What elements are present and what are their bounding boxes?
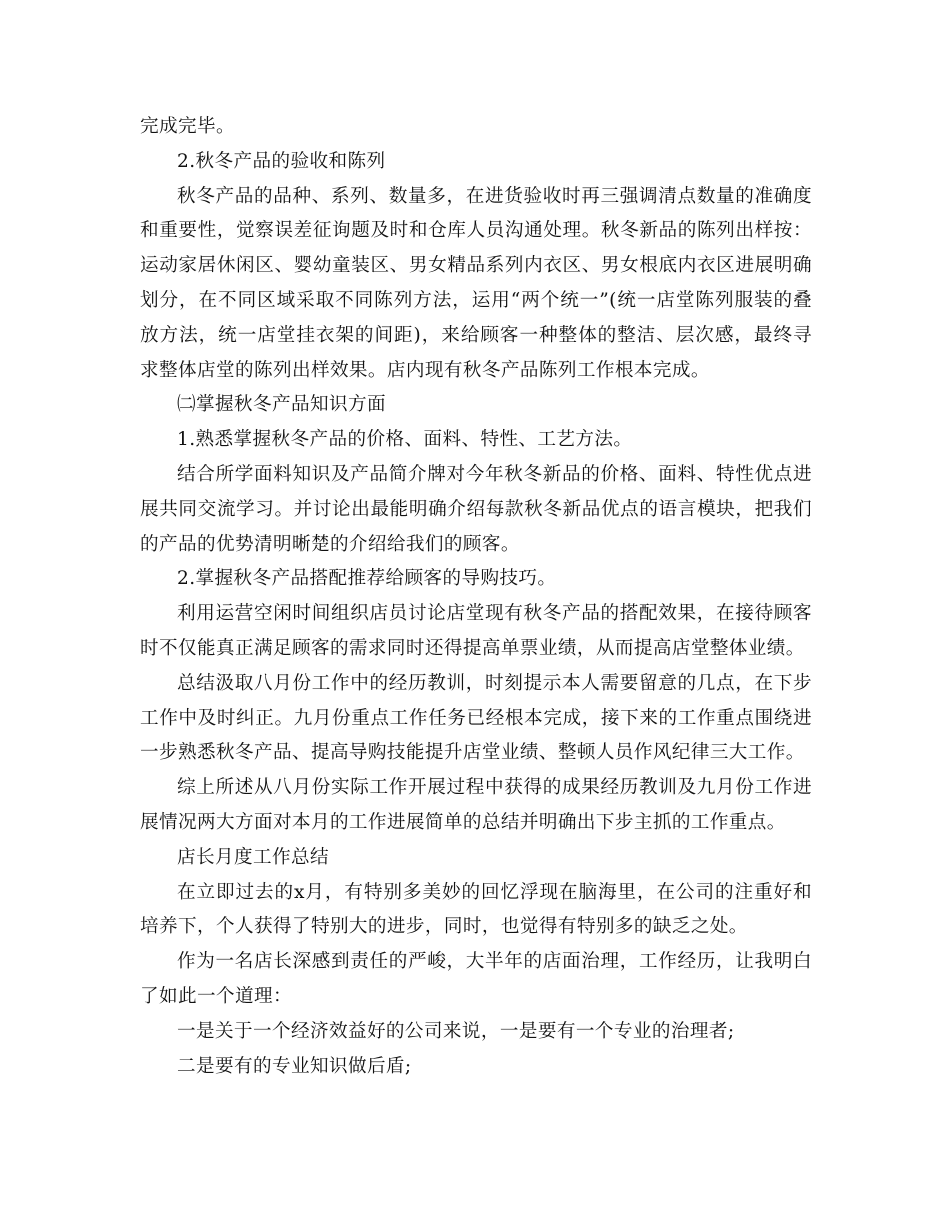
paragraph: 二是要有的专业知识做后盾; [177, 1055, 412, 1077]
paragraph: 完成完毕。 [140, 116, 235, 137]
document-body [140, 110, 812, 1084]
paragraph: 结合所学面料知识及产品简介牌对今年秋冬新品的价格、面料、特性优点进展共同交流学习。并讨论出最能明确介绍每款秋冬新品优点的语言模块，把我们的产品的优势清明晰楚的介绍给我们的顾客。 [140, 463, 812, 555]
section-heading: 2.秋冬产品的验收和陈列 [177, 150, 386, 172]
paragraph: 一是关于一个经济效益好的公司来说，一是要有一个专业的治理者; [177, 1020, 735, 1042]
paragraph: 利用运营空闲时间组织店员讨论店堂现有秋冬产品的搭配效果，在接待顾客时不仅能真正满足顾客的需求同时还得提高单票业绩，从而提高店堂整体业绩。 [140, 603, 812, 659]
paragraph: 总结汲取八月份工作中的经历教训，时刻提示本人需要留意的几点，在下步工作中及时纠正。九月份重点工作任务已经根本完成，接下来的工作重点围绕进一步熟悉秋冬产品、提高导购技能提升店堂业绩、整顿人员作风纪律三大工作。 [140, 672, 812, 764]
section-heading: ㈡掌握秋冬产品知识方面 [177, 394, 386, 416]
paragraph: 综上所述从八月份实际工作开展过程中获得的成果经历教训及九月份工作进展情况两大方面对本月的工作进展简单的总结并明确出下步主抓的工作重点。 [140, 777, 812, 833]
paragraph: 在立即过去的x月，有特别多美妙的回忆浮现在脑海里，在公司的注重好和培养下，个人获得了特别大的进步，同时，也觉得有特别多的缺乏之处。 [140, 881, 812, 938]
section-heading: 1.熟悉掌握秋冬产品的价格、面料、特性、工艺方法。 [177, 429, 633, 451]
paragraph: 作为一名店长深感到责任的严峻，大半年的店面治理，工作经历，让我明白了如此一个道理： [140, 951, 812, 1007]
document-title: 店长月度工作总结 [177, 846, 329, 868]
paragraph: 秋冬产品的品种、系列、数量多，在进货验收时再三强调清点数量的准确度和重要性，觉察误差征询题及时和仓库人员沟通处理。秋冬新品的陈列出样按：运动家居休闲区、婴幼童装区、男女精品系列内衣区、男女根底内衣区进展明确划分，在不同区域采取不同陈列方法，运用“两个统一”(统一店堂陈列服装的叠放方法，统一店堂挂衣架的间距)，来给顾客一种整体的整洁、层次感，最终寻求整体店堂的陈列出样效果。店内现有秋冬产品陈列工作根本完成。 [140, 185, 812, 381]
section-heading: 2.掌握秋冬产品搭配推荐给顾客的导购技巧。 [177, 568, 557, 590]
